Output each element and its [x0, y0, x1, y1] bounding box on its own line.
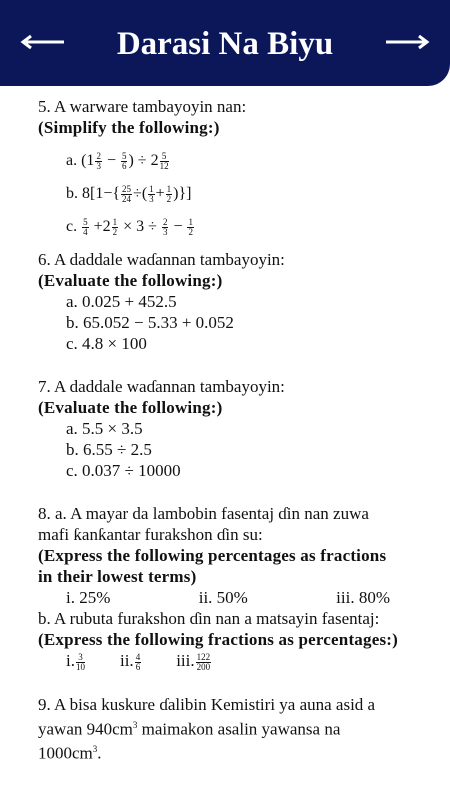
q7-a: a. 5.5 × 3.5 — [66, 419, 143, 438]
lesson-content — [38, 96, 400, 764]
q9-text: 9. A bisa kuskure ɗalibin Kemistiri ya auna asid a yawan $940cm^3$ maimakon asalin yawansa na $1000cm^3$. — [38, 694, 376, 763]
q5-heading: 5. A warware tambayoyin nan: — [38, 97, 247, 116]
q7-c: c. 0.037 ÷ 10000 — [66, 461, 181, 480]
arrow-right-icon[interactable] — [384, 34, 430, 50]
q8-p1: i. 25% — [66, 588, 111, 607]
q8-p2: ii. 50% — [198, 588, 248, 607]
q6-b: b. 65.052 − 5.33 + 0.052 — [66, 313, 234, 332]
q7-b: b. 6.55 ÷ 2.5 — [66, 440, 152, 459]
q8-percentages — [38, 587, 400, 608]
q6-english: (Evaluate the following:) — [38, 271, 223, 290]
q6-heading: 6. A daddale waɗannan tambayoyin: — [38, 250, 285, 269]
q8-a-english: (Express the following percentages as fractions in their lowest terms) — [38, 546, 387, 586]
q5-b: b. 8[1−{ $\frac{25}{24}$ ÷( $\frac{1}{3}$ + $\frac{1}{2}$ )}] — [66, 183, 192, 204]
q8-a-text: 8. a. A mayar da lambobin fasentaj ɗin nan zuwa mafi ƙanƙantar furakshon ɗin su: — [38, 504, 369, 544]
q5-english: (Simplify the following:) — [38, 118, 220, 137]
page-title: Darasi Na Biyu — [116, 26, 334, 62]
q6-c: c. 4.8 × 100 — [66, 334, 147, 353]
q8-fractions: i. $\frac{3}{10}$ ii. $\frac{4}{6}$ iii. $\frac{122}{200}$ — [66, 651, 211, 672]
q5-c: c. $\frac{5}{4}$ +2 $\frac{1}{2}$ × 3 ÷ $\frac{2}{3}$ − $\frac{1}{2}$ — [66, 216, 193, 237]
q7-heading: 7. A daddale waɗannan tambayoyin: — [38, 377, 285, 396]
q5-a: a. (1 $\frac{2}{3}$ − $\frac{5}{6}$ ) ÷ 2 $\frac{5}{12}$ — [66, 150, 169, 171]
app-header — [0, 0, 450, 86]
q7-english: (Evaluate the following:) — [38, 398, 223, 417]
q8-b-english: (Express the following fractions as percentages:) — [38, 630, 398, 649]
q6-a: a. 0.025 + 452.5 — [66, 292, 177, 311]
q8-p3: iii. 80% — [336, 588, 390, 607]
q8-b-text: b. A rubuta furakshon ɗin nan a matsayin fasentaj: — [38, 609, 380, 628]
